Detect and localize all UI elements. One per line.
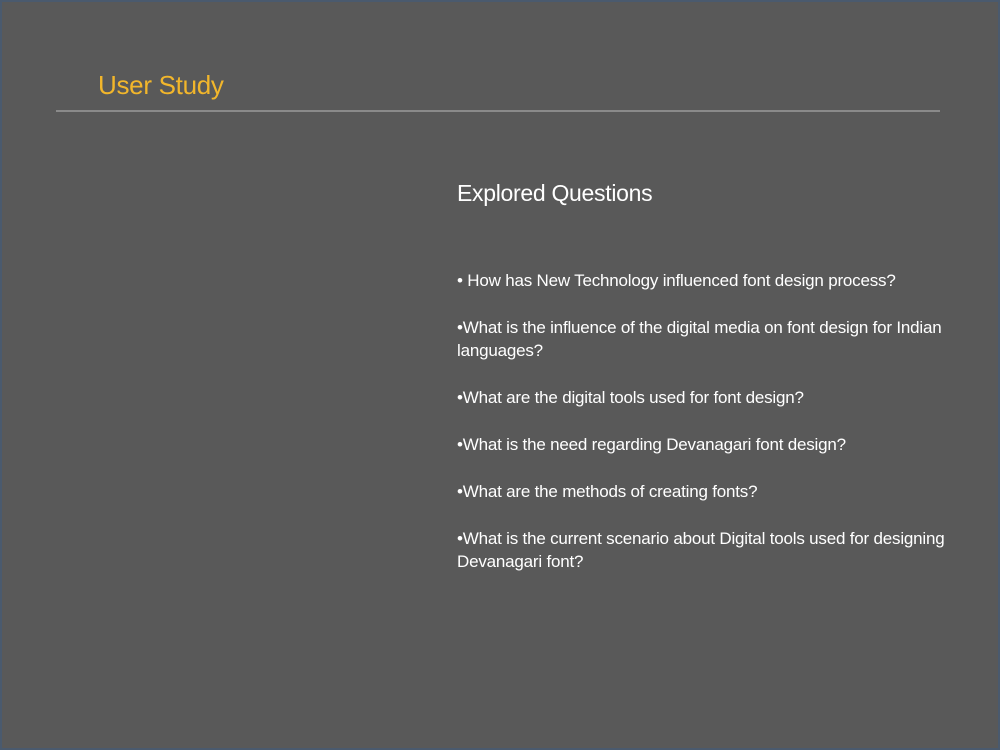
question-item: •What are the methods of creating fonts? bbox=[457, 482, 758, 501]
question-item: •What is the need regarding Devanagari font design? bbox=[457, 435, 846, 454]
question-item: • How has New Technology influenced font design process? bbox=[457, 271, 896, 290]
section-heading: Explored Questions bbox=[457, 180, 653, 206]
question-item: •What is the current scenario about Digital tools used for designing Devanagari font? bbox=[457, 529, 945, 571]
question-list bbox=[457, 269, 957, 597]
question-item: •What are the digital tools used for font design? bbox=[457, 388, 804, 407]
title-divider bbox=[56, 110, 940, 112]
slide-title: User Study bbox=[98, 70, 224, 100]
question-item: •What is the influence of the digital media on font design for Indian languages? bbox=[457, 318, 942, 360]
